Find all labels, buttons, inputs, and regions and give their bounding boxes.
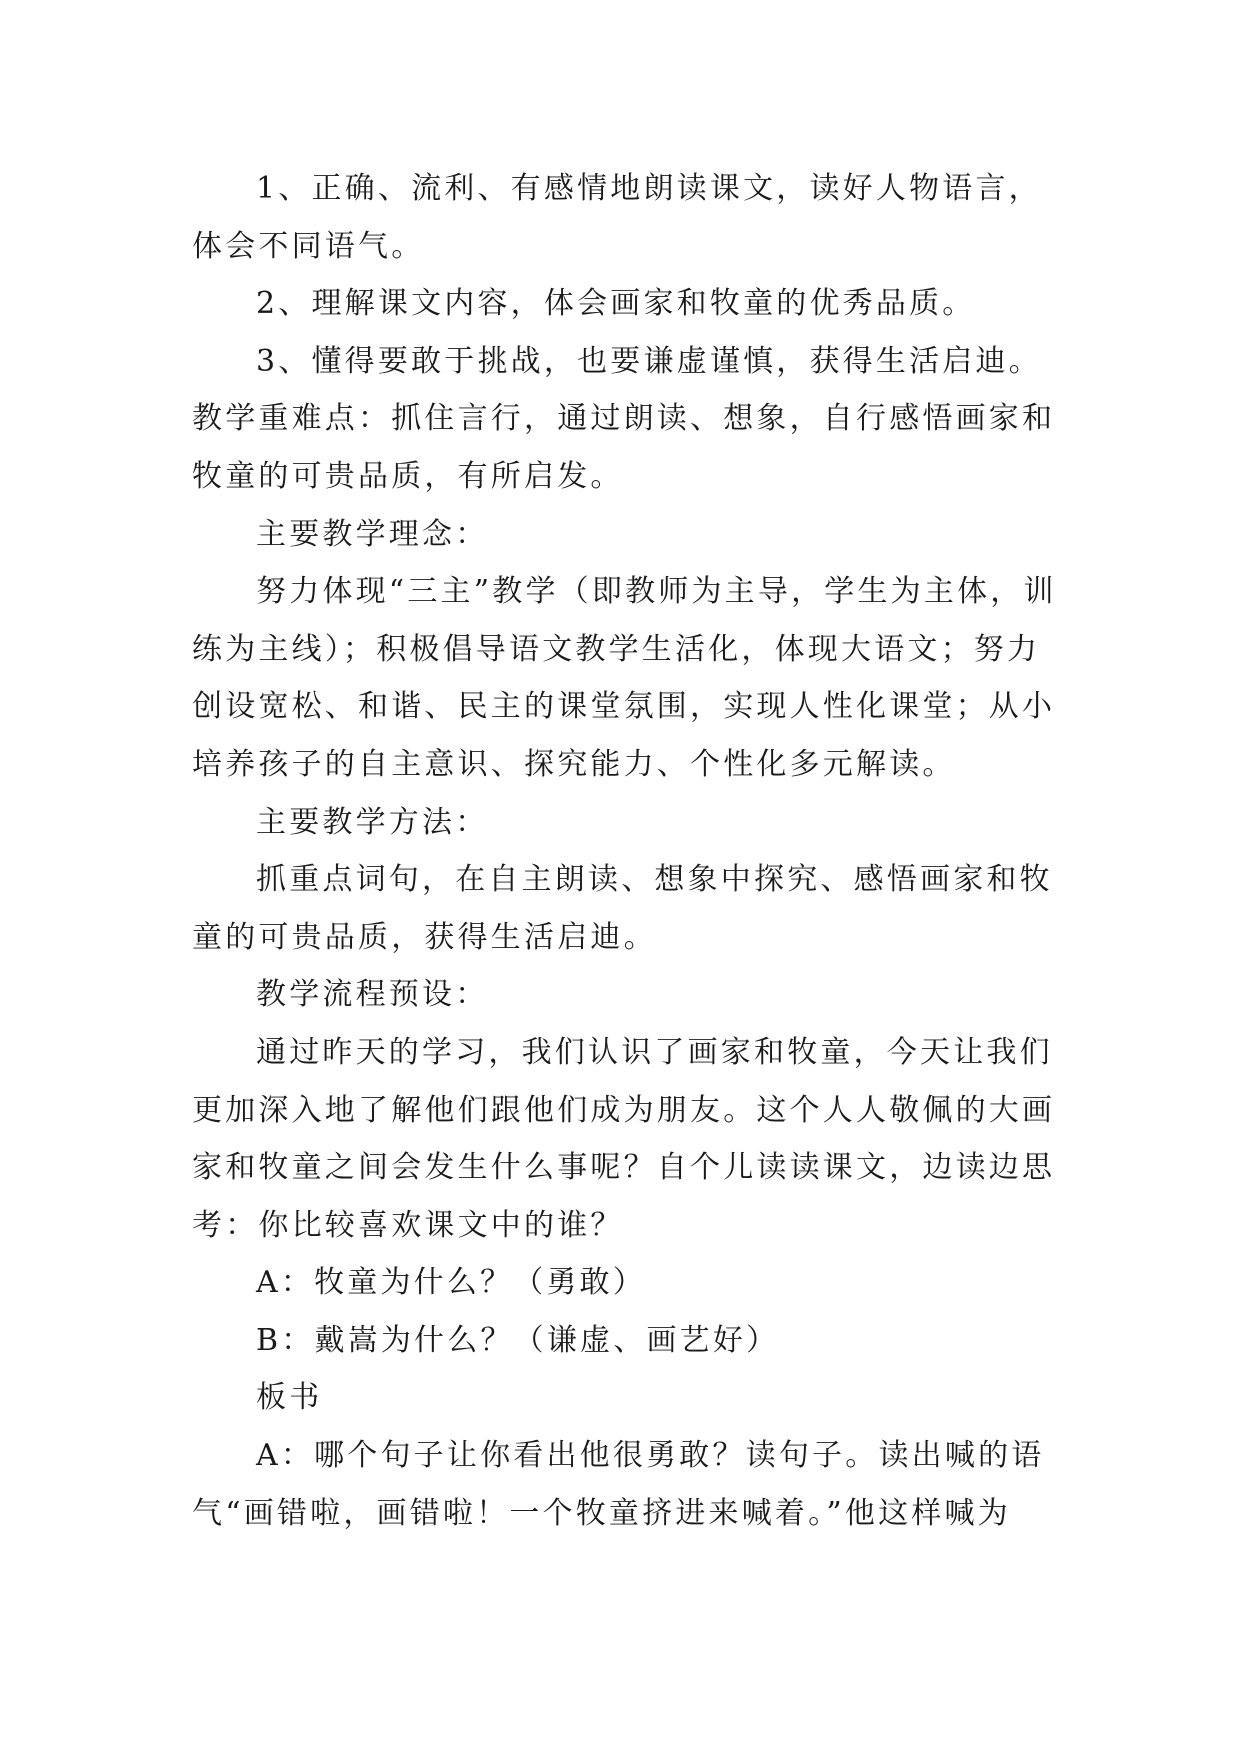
teaching-process-heading: 教学流程预设：	[256, 977, 489, 1013]
blackboard-label: 板书	[256, 1380, 323, 1416]
objective-2-paragraph: 2、理解课文内容，体会画家和牧童的优秀品质。	[256, 286, 976, 322]
teaching-philosophy-heading: 主要教学理念：	[256, 516, 489, 552]
objective-3-paragraph: 3、懂得要敢于挑战，也要谦虚谨慎，获得生活启迪。	[256, 343, 1042, 379]
document-body	[192, 160, 1072, 1542]
answer-a-paragraph: A：牧童为什么？（勇敢）	[256, 1265, 647, 1301]
teaching-philosophy-paragraph: 努力体现“三主”教学（即教师为主导，学生为主体，训练为主线）；积极倡导语文教学生活化，体现大语文；努力创设宽松、和谐、民主的课堂氛围，实现人性化课堂；从小培养孩子的自主意识、探究能力、个性化多元解读。	[192, 574, 1057, 782]
teaching-method-paragraph: 抓重点词句，在自主朗读、想象中探究、感悟画家和牧童的可贵品质，获得生活启迪。	[192, 862, 1053, 955]
teaching-method-heading: 主要教学方法：	[256, 804, 489, 840]
teaching-process-paragraph: 通过昨天的学习，我们认识了画家和牧童，今天让我们更加深入地了解他们跟他们成为朋友。这个人人敬佩的大画家和牧童之间会发生什么事呢？自个儿读读课文，边读边思考：你比较喜欢课文中的谁？	[192, 1034, 1056, 1243]
question-a-paragraph: A：哪个句子让你看出他很勇敢？读句子。读出喊的语气“画错啦，画错啦！一个牧童挤进来喊着。”他这样喊为	[192, 1438, 1045, 1531]
objective-1-paragraph: 1、正确、流利、有感情地朗读课文，读好人物语言，体会不同语气。	[192, 171, 1042, 264]
answer-b-paragraph: B：戴嵩为什么？（谦虚、画艺好）	[256, 1322, 780, 1358]
key-difficulty-paragraph: 教学重难点：抓住言行，通过朗读、想象，自行感悟画家和牧童的可贵品质，有所启发。	[192, 401, 1056, 494]
